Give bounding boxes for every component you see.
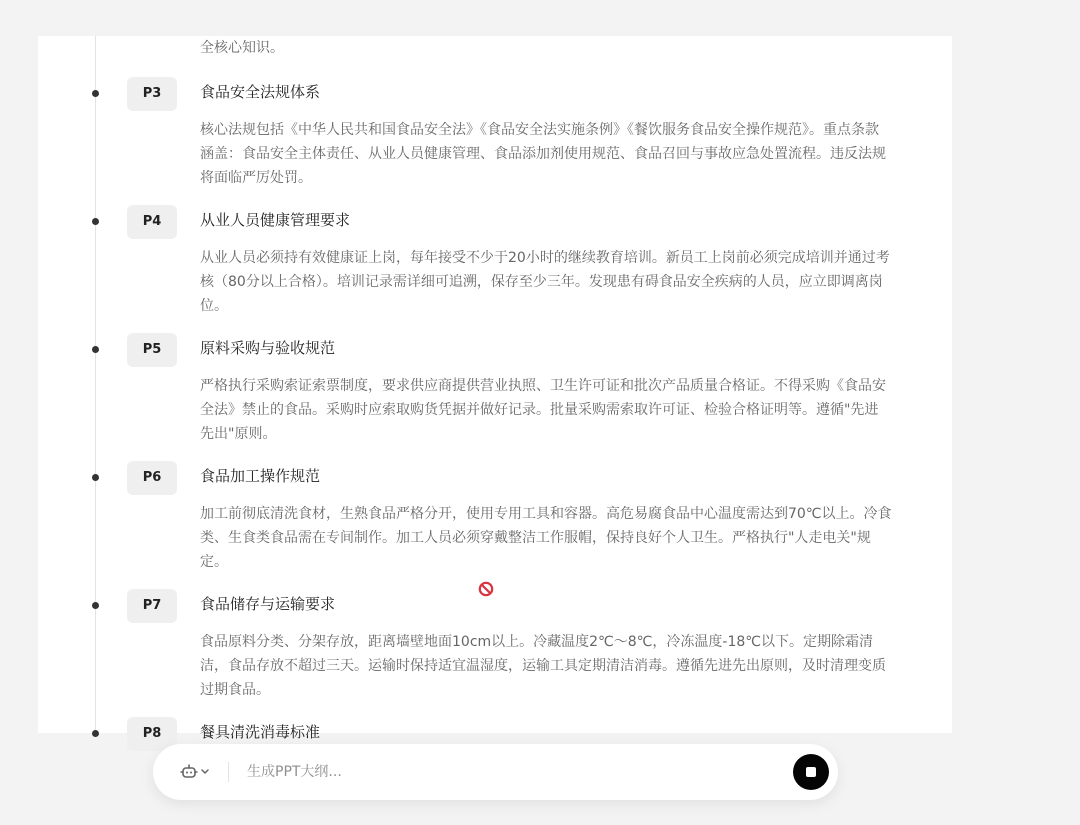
page-badge: P3 bbox=[127, 77, 177, 111]
item-title: 原料采购与验收规范 bbox=[200, 339, 336, 357]
stop-icon bbox=[806, 767, 816, 777]
outline-content-panel bbox=[38, 36, 952, 741]
previous-content-fragment: 全核心知识。 bbox=[200, 40, 284, 56]
page-badge: P6 bbox=[127, 461, 177, 495]
item-description: 加工前彻底清洗食材，生熟食品严格分开，使用专用工具和容器。高危易腐食品中心温度需达到70℃以上。冷食类、生食类食品需在专间制作。加工人员必须穿戴整洁工作服帽，保持良好个人卫生。严格执行"人走电关"规定。 bbox=[200, 506, 892, 570]
robot-icon[interactable] bbox=[180, 764, 198, 780]
page-badge: P7 bbox=[127, 589, 177, 623]
item-title: 食品加工操作规范 bbox=[200, 467, 321, 485]
page-badge: P4 bbox=[127, 205, 177, 239]
timeline-dot bbox=[92, 730, 99, 737]
not-allowed-cursor-icon bbox=[478, 581, 494, 597]
outline-item-p4 bbox=[38, 204, 952, 332]
timeline-dot bbox=[92, 474, 99, 481]
page-badge: P8 bbox=[127, 717, 177, 751]
timeline-dot bbox=[92, 602, 99, 609]
page-badge: P5 bbox=[127, 333, 177, 367]
stop-button[interactable] bbox=[793, 754, 829, 790]
outline-item-p6 bbox=[38, 460, 952, 588]
timeline-dot bbox=[92, 218, 99, 225]
item-title: 食品储存与运输要求 bbox=[200, 595, 336, 613]
input-divider bbox=[228, 762, 229, 782]
item-title: 餐具清洗消毒标准 bbox=[200, 723, 321, 741]
item-description: 食品原料分类、分架存放，距离墙壁地面10cm以上。冷藏温度2℃～8℃，冷冻温度-18℃以下。定期除霜清洁，食品存放不超过三天。运输时保持适宜温湿度，运输工具定期清洁消毒。遵循先进先出原则，及时清理变质过期食品。 bbox=[200, 634, 886, 698]
item-title: 从业人员健康管理要求 bbox=[200, 211, 351, 229]
item-description: 核心法规包括《中华人民共和国食品安全法》《食品安全法实施条例》《餐饮服务食品安全操作规范》。重点条款涵盖：食品安全主体责任、从业人员健康管理、食品添加剂使用规范、食品召回与事故应急处置流程。违反法规将面临严厉处罚。 bbox=[200, 122, 886, 186]
prompt-input[interactable] bbox=[247, 760, 767, 784]
outline-item-p3 bbox=[38, 76, 952, 204]
timeline-dot bbox=[92, 90, 99, 97]
item-title: 食品安全法规体系 bbox=[200, 83, 321, 101]
item-description: 严格执行采购索证索票制度，要求供应商提供营业执照、卫生许可证和批次产品质量合格证。不得采购《食品安全法》禁止的食品。采购时应索取购货凭据并做好记录。批量采购需索取许可证、检验合格证明等。遵循"先进先出"原则。 bbox=[200, 378, 886, 442]
outline-item-p5 bbox=[38, 332, 952, 460]
outline-item-p7 bbox=[38, 588, 952, 716]
prompt-input-bar bbox=[153, 744, 838, 800]
item-description: 从业人员必须持有效健康证上岗，每年接受不少于20小时的继续教育培训。新员工上岗前必须完成培训并通过考核（80分以上合格）。培训记录需详细可追溯，保存至少三年。发现患有碍食品安全疾病的人员，应立即调离岗位。 bbox=[200, 250, 890, 314]
chevron-down-icon[interactable] bbox=[200, 764, 210, 780]
outline-item-p8 bbox=[38, 716, 952, 740]
timeline-dot bbox=[92, 346, 99, 353]
